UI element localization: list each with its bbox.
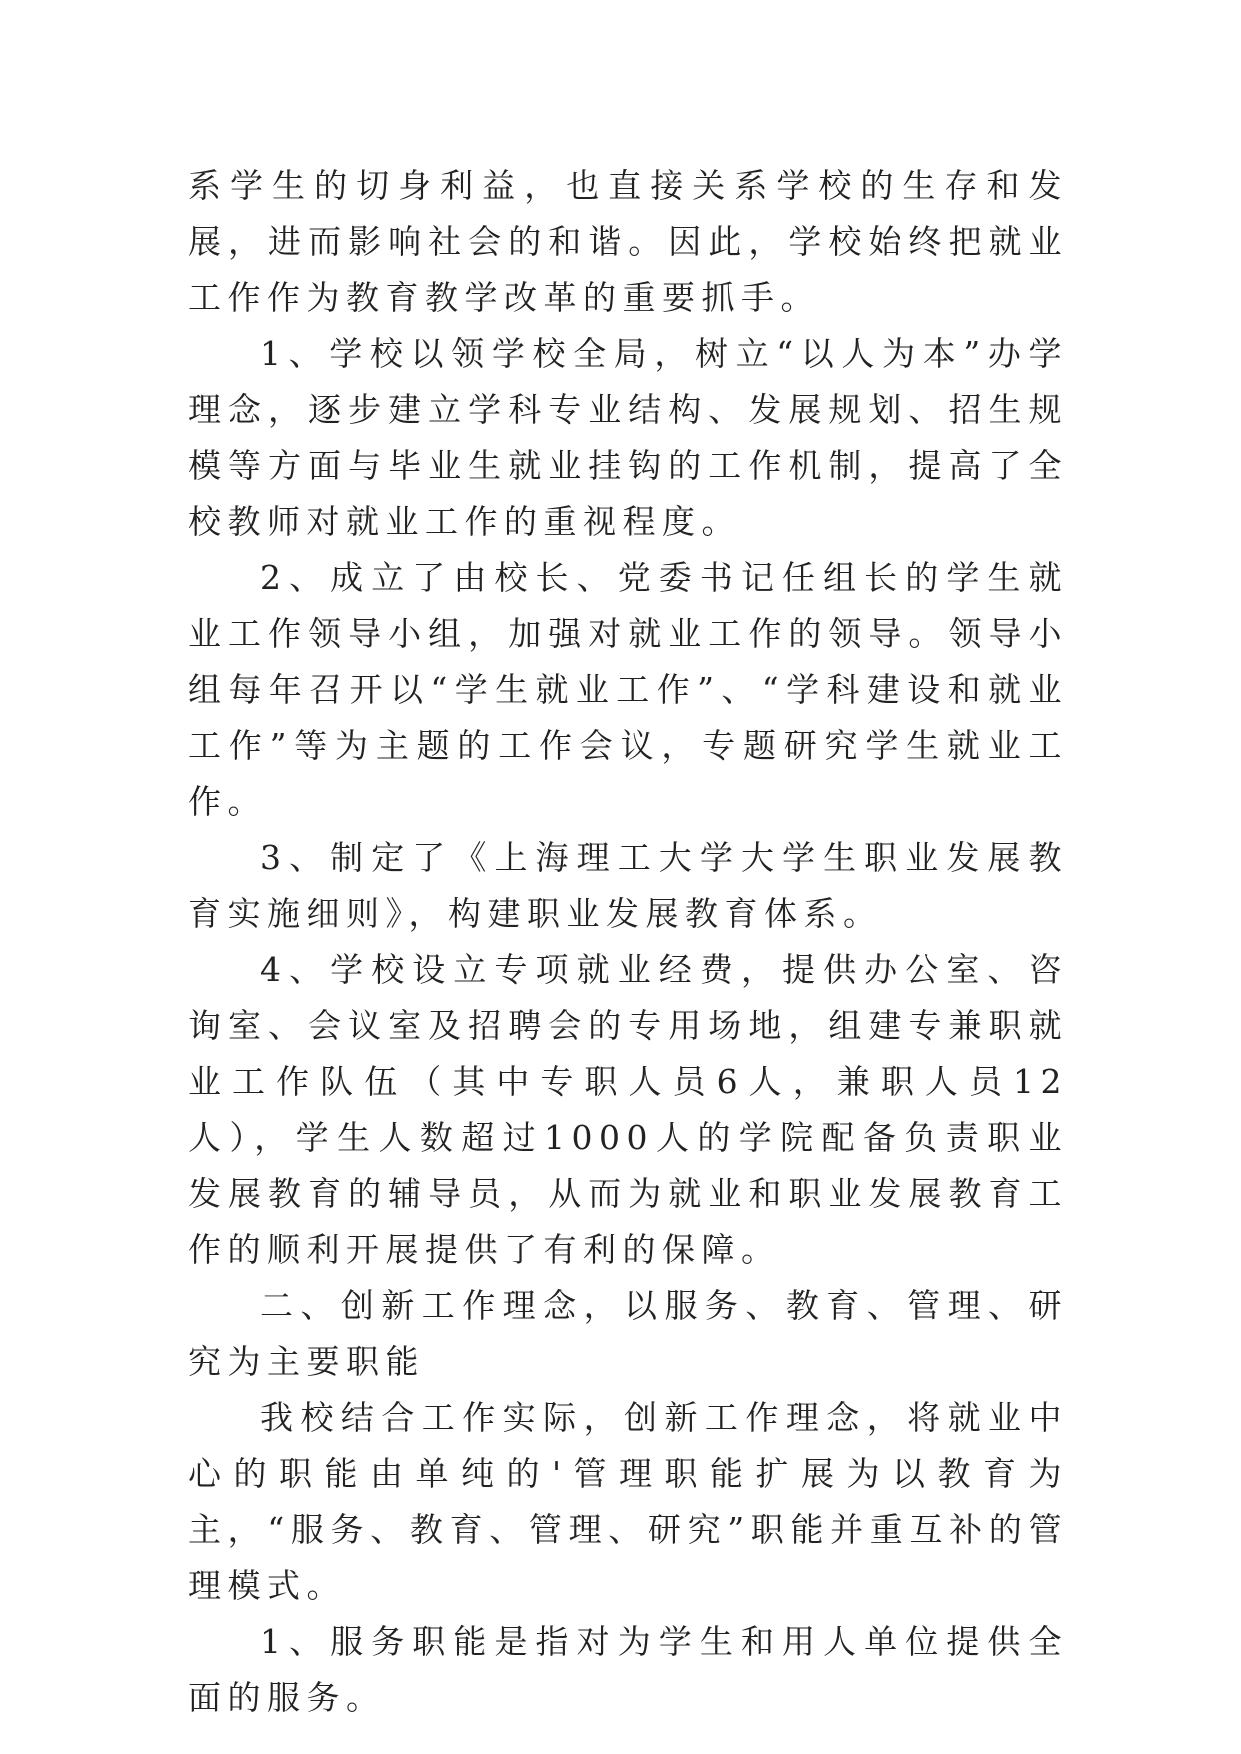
paragraph-3: 2、成立了由校长、党委书记任组长的学生就业工作领导小组，加强对就业工作的领导。领导小组每年召开以“学生就业工作”、“学科建设和就业工作”等为主题的工作会议，专题研究学生就业工作。	[188, 558, 1068, 821]
paragraph-5: 4、学校设立专项就业经费，提供办公室、咨询室、会议室及招聘会的专用场地，组建专兼职就业工作队伍（其中专职人员6人，兼职人员12人），学生人数超过1000人的学院配备负责职业发展教育的辅导员，从而为就业和职业发展教育工作的顺利开展提供了有利的保障。	[188, 950, 1068, 1269]
section-heading: 二、创新工作理念，以服务、教育、管理、研究为主要职能	[188, 1286, 1068, 1381]
paragraph-4: 3、制定了《上海理工大学大学生职业发展教育实施细则》，构建职业发展教育体系。	[188, 838, 1068, 933]
paragraph-6: 我校结合工作实际，创新工作理念，将就业中心的职能由单纯的'管理职能扩展为以教育为主，“服务、教育、管理、研究”职能并重互补的管理模式。	[188, 1398, 1068, 1605]
document-body	[188, 158, 1068, 1726]
paragraph-2: 1、学校以领学校全局，树立“以人为本”办学理念，逐步建立学科专业结构、发展规划、招生规模等方面与毕业生就业挂钩的工作机制，提高了全校教师对就业工作的重视程度。	[188, 334, 1068, 541]
paragraph-7: 1、服务职能是指对为学生和用人单位提供全面的服务。	[188, 1622, 1068, 1717]
paragraph-1: 系学生的切身利益，也直接关系学校的生存和发展，进而影响社会的和谐。因此，学校始终把就业工作作为教育教学改革的重要抓手。	[188, 166, 1068, 317]
